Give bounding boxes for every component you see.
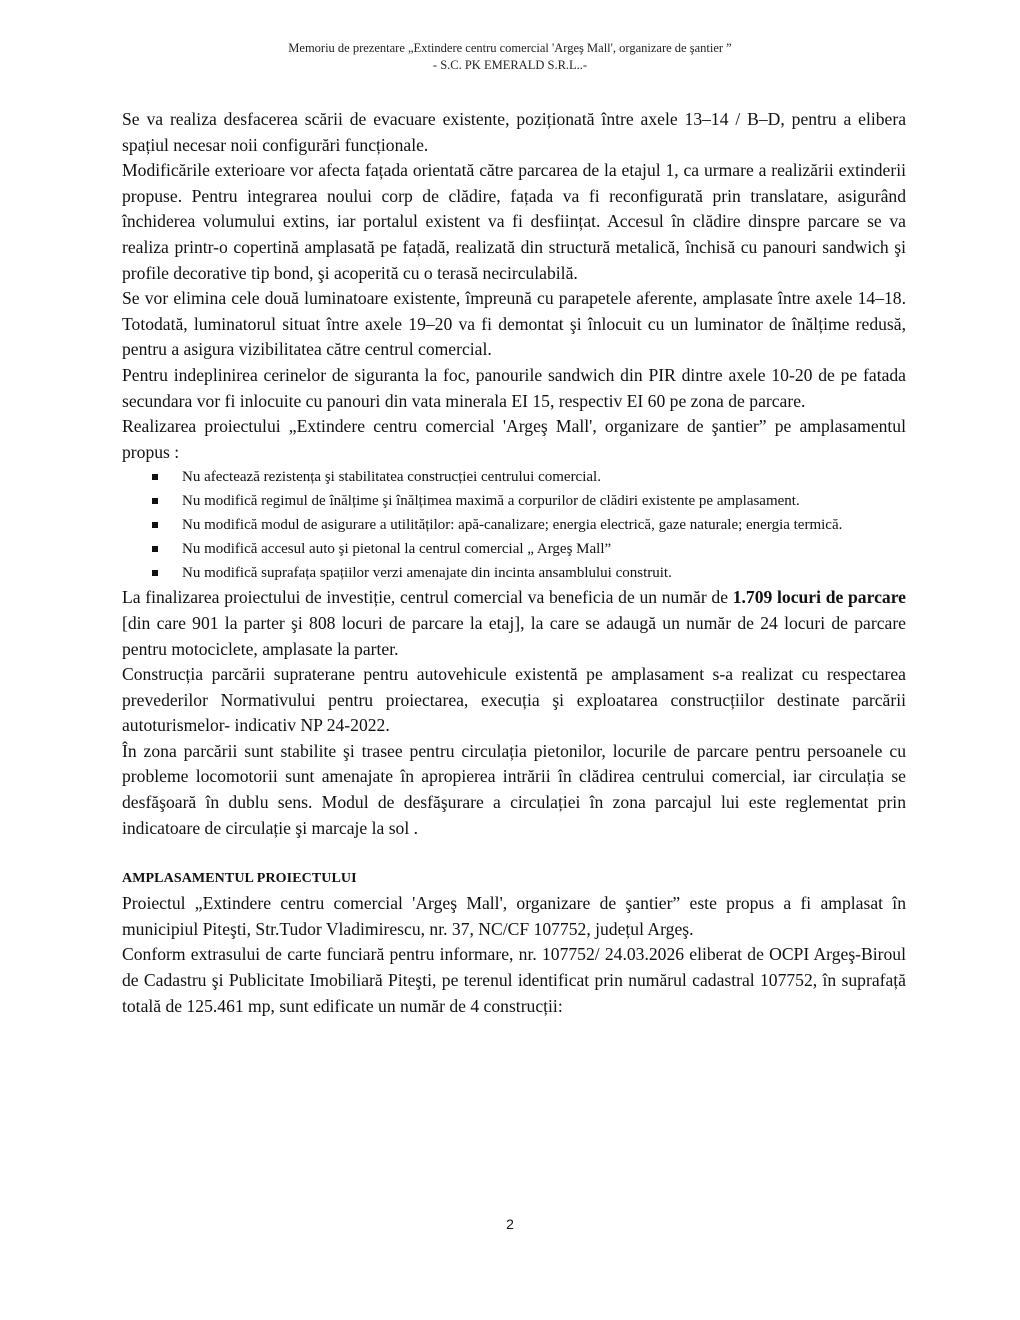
- page-number: 2: [506, 1216, 514, 1232]
- impact-bullet-list: [122, 465, 906, 585]
- paragraph-project-impact: Realizarea proiectului „Extindere centru comercial 'Argeş Mall', organizare de şantier” pe amplasamentul propus :: [122, 416, 906, 462]
- list-item: Nu modifică accesul auto şi pietonal la centrul comercial „ Argeş Mall”: [182, 537, 906, 561]
- page-header: [0, 40, 1020, 74]
- document-body: [122, 107, 906, 1019]
- paragraph-fire-safety: Pentru indeplinirea cerinelor de siguranta la foc, panourile sandwich din PIR dintre axele 10-20 de pe fatada secundara vor fi inlocuite cu panouri din vata minerala EI 15, respectiv EI 60 pe zona de parcare.: [122, 364, 906, 411]
- bullet-square-icon: [152, 546, 158, 552]
- paragraph-project-location: Proiectul „Extindere centru comercial 'Argeş Mall', organizare de şantier” este propus a fi amplasat în municipiul Piteşti, Str.Tudor Vladimirescu, nr. 37, NC/CF 107752, județul Argeş.: [122, 893, 906, 939]
- paragraph-parking-norms: Construcția parcării supraterane pentru autovehicule existentă pe amplasament s-a realizat cu respectarea prevederilor Normativului pentru proiectarea, execuția şi exploatarea construcțiilor destinate parcării autoturismelor- indicativ NP 24-2022.: [122, 664, 906, 736]
- paragraph-facade-changes: Modificările exterioare vor afecta fațada orientată către parcarea de la etajul 1, ca urmare a realizării extinderii propuse. Pentru integrarea noului corp de clădire, fațada va fi reconfigurată prin translatare, asigurând închiderea volumului extins, iar portalul existent va fi desființat. Accesul în clădire dinspre parcare se va realiza printr-o copertină amplasată pe fațadă, realizată din structură metalică, închisă cu panouri sandwich şi profile decorative tip bond, şi acoperită cu o terasă necirculabilă.: [122, 160, 906, 283]
- list-item: Nu modifică regimul de înălțime şi înălțimea maximă a corpurilor de clădiri existente pe amplasament.: [182, 489, 906, 513]
- paragraph-pedestrian-routes: În zona parcării sunt stabilite şi trasee pentru circulația pietonilor, locurile de parcare pentru persoanele cu probleme locomotorii sunt amenajate în apropierea intrării în clădirea centrului comercial, iar circulația se desfăşoară în dublu sens. Modul de desfăşurare a circulației în zona parcajul lui este reglementat prin indicatoare de circulație şi marcaje la sol .: [122, 740, 906, 838]
- bullet-square-icon: [152, 570, 158, 576]
- parking-count-highlight: 1.709 locuri de parcare: [732, 587, 906, 608]
- list-item: Nu modifică suprafața spațiilor verzi amenajate din incinta ansamblului construit.: [182, 561, 906, 585]
- paragraph-skylights: Se vor elimina cele două luminatoare existente, împreună cu parapetele aferente, amplasate între axele 14–18. Totodată, luminatorul situat între axele 19–20 va fi demontat şi înlocuit cu un luminator de înălțime redusă, pentru a asigura vizibilitatea către centrul comercial.: [122, 288, 906, 360]
- section-heading: AMPLASAMENTUL PROIECTULUI: [122, 871, 357, 887]
- paragraph-stair-demolition: Se va realiza desfacerea scării de evacuare existente, poziționată între axele 13–14 / B–D, pentru a elibera spațiul necesar noii configurări funcționale.: [122, 109, 906, 155]
- paragraph-parking-capacity: La finalizarea proiectului de investiție, centrul comercial va beneficia de un număr de 1.709 locuri de parcare [din care 901 la parter şi 808 locuri de parcare la etaj], la care se adaugă un număr de 24 locuri de parcare pentru motociclete, amplasate la parter.: [122, 587, 906, 659]
- header-company: - S.C. PK EMERALD S.R.L..-: [432, 58, 588, 72]
- paragraph-land-registry: Conform extrasului de carte funciară pentru informare, nr. 107752/ 24.03.2026 eliberat de OCPI Argeş-Biroul de Cadastru şi Publicitate Imobiliară Piteşti, pe terenul identificat prin numărul cadastral 107752, în suprafață totală de 125.461 mp, sunt edificate un număr de 4 construcții:: [122, 944, 906, 1016]
- list-item: Nu modifică modul de asigurare a utilităților: apă-canalizare; energia electrică, gaze naturale; energia termică.: [182, 513, 906, 537]
- header-title: Memoriu de prezentare „Extindere centru comercial 'Argeş Mall', organizare de şantier ”: [288, 41, 732, 55]
- list-item: Nu afectează rezistența şi stabilitatea construcției centrului comercial.: [182, 465, 906, 489]
- bullet-square-icon: [152, 474, 158, 480]
- bullet-square-icon: [152, 522, 158, 528]
- bullet-square-icon: [152, 498, 158, 504]
